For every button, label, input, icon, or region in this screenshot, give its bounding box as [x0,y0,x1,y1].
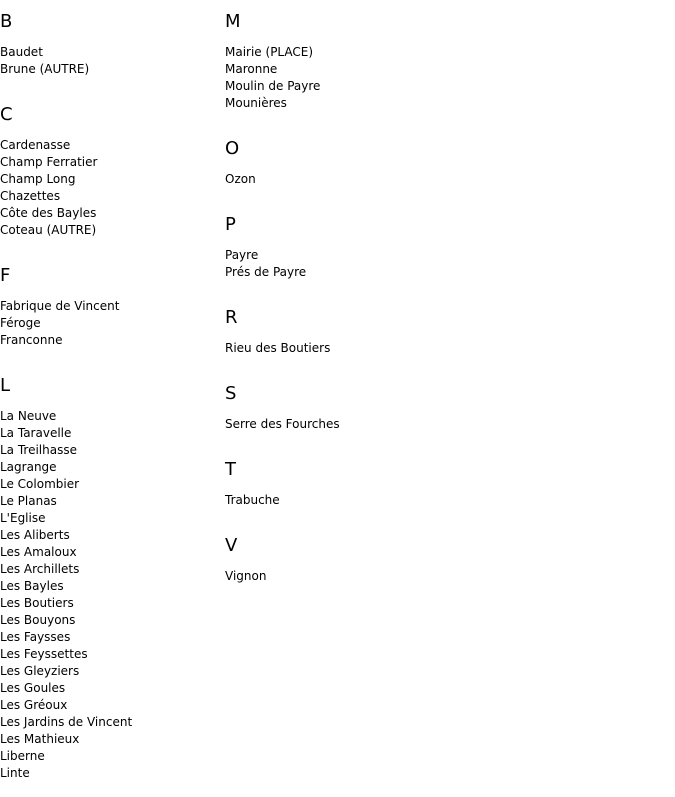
group-letter: S [225,383,237,404]
list-item: Les Faysses [0,630,71,644]
list-item: Les Mathieux [0,732,80,746]
list-item: Vignon [225,569,267,583]
letter-group-b [0,0,220,93]
letter-group-c [0,93,220,254]
letter-group-f [0,254,220,364]
list-item: Cardenasse [0,138,71,152]
group-letter: T [225,459,236,480]
list-item: Lagrange [0,460,57,474]
list-item: Baudet [0,45,43,59]
letter-group-m [225,0,665,127]
letter-group-p [225,203,665,296]
letter-group-v [225,524,665,600]
group-letter: P [225,214,236,235]
list-item: Les Aliberts [0,528,70,542]
item-list [225,554,665,600]
list-item: Côte des Bayles [0,206,97,220]
item-list [225,233,665,296]
list-item: La Taravelle [0,426,72,440]
item-list [225,402,665,448]
list-item: Trabuche [225,493,280,507]
left-column [0,0,220,797]
group-letter: F [0,265,11,286]
item-list [0,284,220,364]
list-item: Les Boutiers [0,596,74,610]
list-item: Chazettes [0,189,61,203]
group-letter: V [225,535,238,556]
list-item: Champ Long [0,172,76,186]
item-list [0,30,220,93]
right-column [225,0,665,600]
list-item: Les Goules [0,681,66,695]
item-list [0,394,220,797]
letter-group-l [0,364,220,797]
list-item: Coteau (AUTRE) [0,223,97,237]
list-item: Brune (AUTRE) [0,62,90,76]
item-list [0,123,220,254]
list-item: Payre [225,248,259,262]
list-item: Franconne [0,333,63,347]
list-item: Linte [0,766,30,780]
list-item: Serre des Fourches [225,417,340,431]
list-item: La Treilhasse [0,443,77,457]
list-item: Maronne [225,62,278,76]
list-item: Les Jardins de Vincent [0,715,133,729]
list-item: Rieu des Boutiers [225,341,331,355]
letter-group-s [225,372,665,448]
list-item: Les Bouyons [0,613,76,627]
letter-group-t [225,448,665,524]
list-item: Champ Ferratier [0,155,98,169]
item-list [225,478,665,524]
item-list [225,157,665,203]
group-letter: C [0,104,13,125]
list-item: Mairie (PLACE) [225,45,314,59]
list-item: Les Amaloux [0,545,77,559]
list-item: Le Colombier [0,477,80,491]
list-item: Moulin de Payre [225,79,321,93]
letter-group-r [225,296,665,372]
list-item: Les Bayles [0,579,64,593]
group-letter: B [0,11,13,32]
list-item: Féroge [0,316,41,330]
list-item: Prés de Payre [225,265,307,279]
group-letter: O [225,138,240,159]
list-item: Les Gleyziers [0,664,80,678]
item-list [225,326,665,372]
list-item: Les Gréoux [0,698,68,712]
list-item: L'Eglise [0,511,46,525]
item-list [225,30,665,127]
group-letter: L [0,375,11,396]
group-letter: M [225,11,241,32]
list-item: Ozon [225,172,256,186]
group-letter: R [225,307,238,328]
letter-group-o [225,127,665,203]
list-item: Fabrique de Vincent [0,299,120,313]
list-item: Liberne [0,749,45,763]
list-item: Le Planas [0,494,57,508]
list-item: Les Feyssettes [0,647,88,661]
list-item: Mounières [225,96,287,110]
list-item: La Neuve [0,409,57,423]
list-item: Les Archillets [0,562,80,576]
